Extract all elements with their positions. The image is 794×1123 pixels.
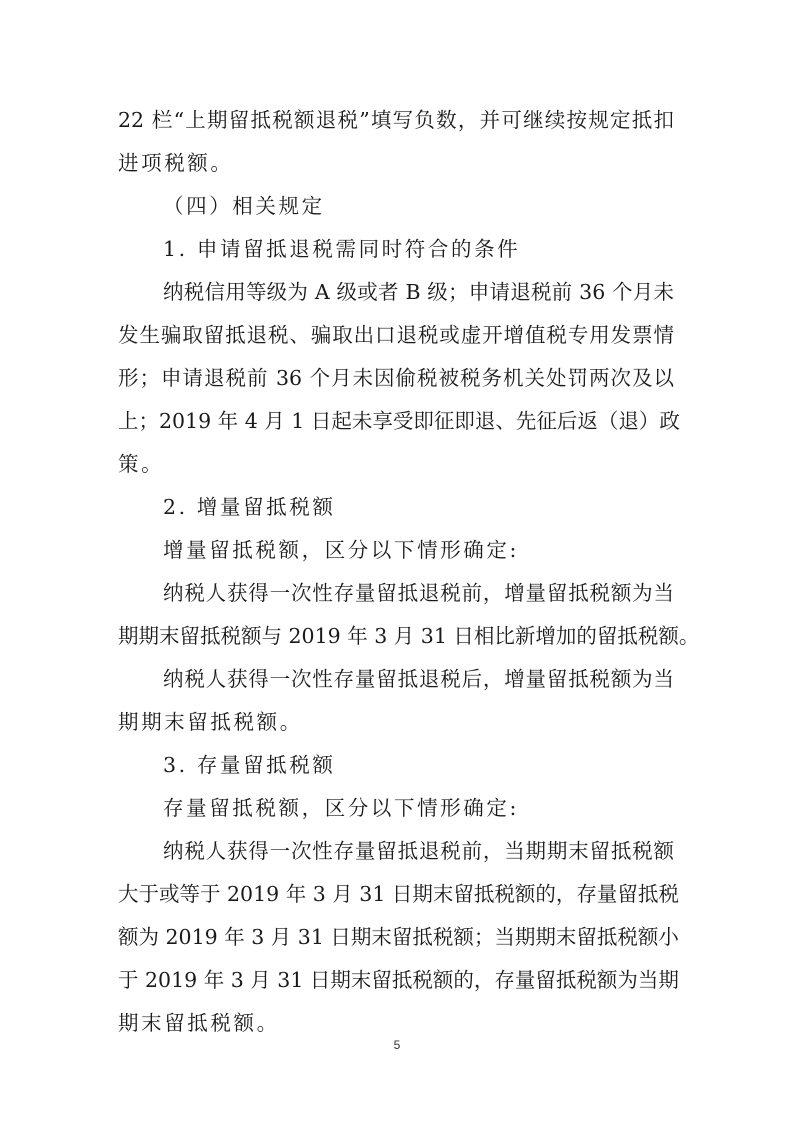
paragraph-line: 纳税人获得一次性存量留抵退税后，增量留抵税额为当: [163, 667, 674, 691]
paragraph-line: 期期末留抵税额。: [118, 710, 303, 734]
paragraph-line: 形；申请退税前 36 个月未因偷税被税务机关处罚两次及以: [118, 366, 674, 390]
subsection-heading: 1. 申请留抵退税需同时符合的条件: [163, 237, 521, 261]
paragraph-line: 额为 2019 年 3 月 31 日期末留抵税额；当期期末留抵税额小: [118, 925, 679, 949]
paragraph-line: 增量留抵税额，区分以下情形确定:: [163, 538, 520, 562]
subsection-heading: 2. 增量留抵税额: [163, 495, 336, 519]
paragraph-line: 存量留抵税额，区分以下情形确定:: [163, 796, 520, 820]
paragraph-line: 期期末留抵税额与 2019 年 3 月 31 日相比新增加的留抵税额。: [118, 624, 700, 648]
paragraph-line: 期末留抵税额。: [118, 1011, 280, 1035]
page-number: 5: [393, 1038, 401, 1052]
paragraph-line: 于 2019 年 3 月 31 日期末留抵税额的，存量留抵税额为当期: [118, 968, 679, 992]
paragraph-line: 上；2019 年 4 月 1 日起未享受即征即退、先征后返（退）政: [118, 409, 680, 433]
paragraph-line: 纳税人获得一次性存量留抵退税前，当期期末留抵税额: [163, 839, 674, 863]
paragraph-line: 纳税信用等级为 A 级或者 B 级；申请退税前 36 个月未: [163, 280, 674, 304]
subsection-heading: 3. 存量留抵税额: [163, 753, 336, 777]
paragraph-line: 纳税人获得一次性存量留抵退税前，增量留抵税额为当: [163, 581, 674, 605]
paragraph-line: 发生骗取留抵退税、骗取出口退税或虚开增值税专用发票情: [118, 323, 674, 347]
paragraph-line: 策。: [118, 452, 165, 476]
paragraph-line: 22 栏“上期留抵税额退税”填写负数，并可继续按规定抵扣: [118, 108, 674, 132]
paragraph-line: 大于或等于 2019 年 3 月 31 日期末留抵税额的，存量留抵税: [118, 882, 679, 906]
document-body: [118, 99, 700, 1045]
section-heading: （四）相关规定: [163, 194, 325, 218]
paragraph-line: 进项税额。: [118, 151, 234, 175]
